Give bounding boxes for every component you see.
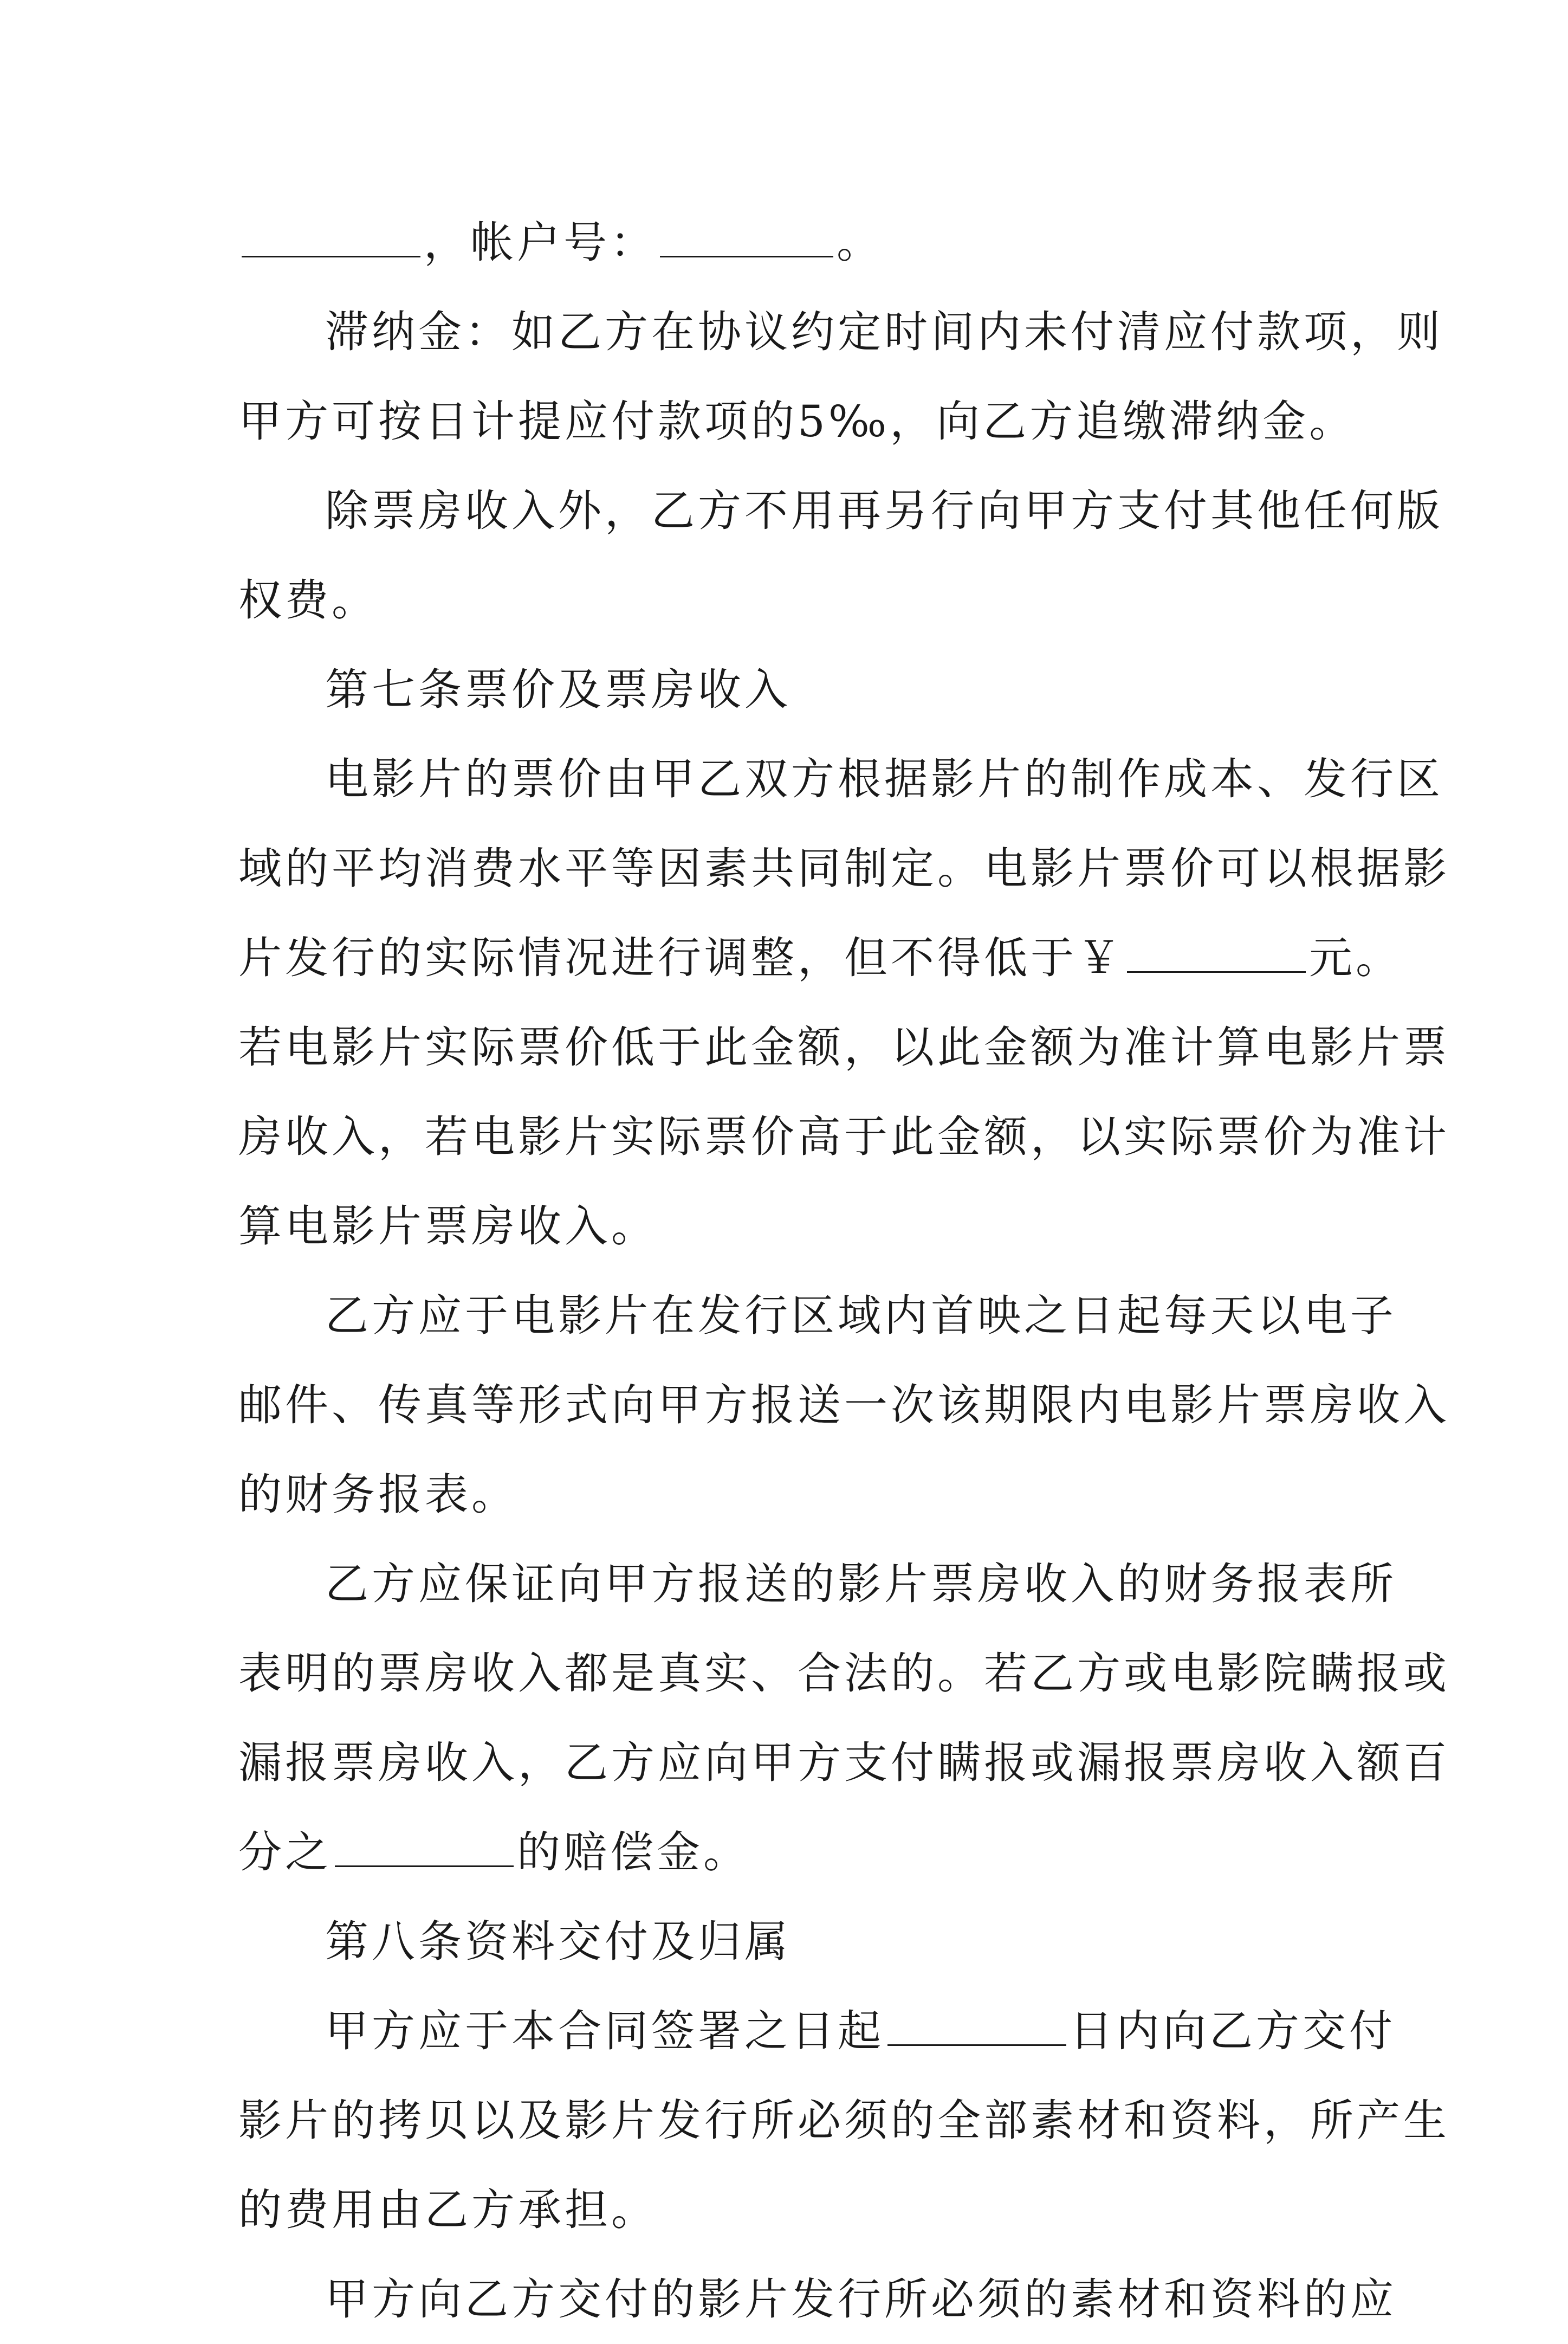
account-number-blank <box>660 216 833 257</box>
price-line-4: 若电影片实际票价低于此金额，以此金额为准计算电影片票 <box>238 1022 1450 1073</box>
late-fee-line-2: 甲方可按日计提应付款项的5‰，向乙方追缴滞纳金。 <box>238 396 1356 447</box>
price-line-3 <box>238 913 1402 1003</box>
account-label: ，帐户号： <box>424 217 657 268</box>
price-line-3-unit: 元。 <box>1309 933 1402 983</box>
report-line-1: 乙方应于电影片在发行区域内首映之日起每天以电子 <box>325 1290 1397 1341</box>
delivery-days-blank <box>887 2004 1066 2046</box>
guarantee-line-4 <box>238 1807 1344 1897</box>
guarantee-line-3: 漏报票房收入，乙方应向甲方支付瞒报或漏报票房收入额百 <box>238 1738 1450 1788</box>
article-8-title: 第八条资料交付及归属 <box>325 1916 791 1967</box>
document-body <box>238 198 1450 2344</box>
report-line-3: 的财务报表。 <box>238 1469 518 1520</box>
price-line-5: 房收入，若电影片实际票价高于此金额，以实际票价为准计 <box>238 1112 1450 1162</box>
royalty-line-2: 权费。 <box>238 575 378 625</box>
article-7-title: 第七条票价及票房收入 <box>325 664 791 715</box>
late-fee-line-1: 滞纳金：如乙方在协议约定时间内未付清应付款项，则 <box>325 307 1443 357</box>
price-line-3-text: 片发行的实际情况进行调整，但不得低于￥ <box>238 933 1124 983</box>
delivery-line-1-text: 甲方应于本合同签署之日起 <box>325 2006 884 2056</box>
delivery-line-2: 影片的拷贝以及影片发行所必须的全部素材和资料，所产生 <box>238 2095 1450 2146</box>
price-line-6: 算电影片票房收入。 <box>238 1201 658 1251</box>
materials-line-1: 甲方向乙方交付的影片发行所必须的素材和资料的应 <box>325 2274 1397 2324</box>
guarantee-line-4-text: 分之 <box>238 1827 332 1877</box>
delivery-line-1-end: 日内向乙方交付 <box>1070 2006 1396 2056</box>
report-line-2: 邮件、传真等形式向甲方报送一次该期限内电影片票房收入 <box>238 1380 1450 1430</box>
delivery-line-3: 的费用由乙方承担。 <box>238 2185 658 2235</box>
account-line-end: 。 <box>837 217 883 268</box>
account-line <box>238 198 1344 287</box>
royalty-line-1: 除票房收入外，乙方不用再另行向甲方支付其他任何版 <box>325 486 1443 536</box>
guarantee-line-4-end: 的赔偿金。 <box>517 1827 750 1877</box>
price-line-2: 域的平均消费水平等因素共同制定。电影片票价可以根据影 <box>238 843 1450 894</box>
price-line-1: 电影片的票价由甲乙双方根据影片的制作成本、发行区 <box>325 754 1443 804</box>
guarantee-line-2: 表明的票房收入都是真实、合法的。若乙方或电影院瞒报或 <box>238 1648 1450 1699</box>
bank-name-blank <box>242 216 420 257</box>
compensation-percent-blank <box>335 1825 514 1867</box>
delivery-line-1 <box>238 1986 1396 2076</box>
guarantee-line-1: 乙方应保证向甲方报送的影片票房收入的财务报表所 <box>325 1559 1397 1609</box>
min-price-blank <box>1127 931 1306 973</box>
